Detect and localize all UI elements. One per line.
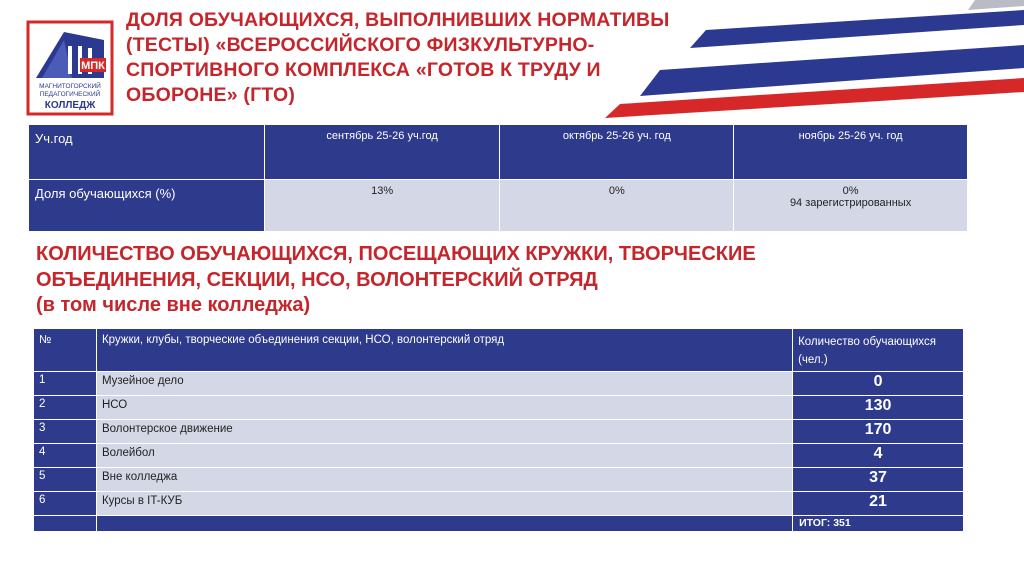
clubs-header-count: Количество обучающихся (чел.) [793,329,964,372]
gto-header-oct: октябрь 25-26 уч. год [500,125,734,180]
gto-table [28,124,968,232]
table-row [34,492,964,516]
gto-header-sep: сентябрь 25-26 уч.год [264,125,500,180]
logo-letters: МПК [81,60,105,72]
table-row [34,420,964,444]
table-row [34,468,964,492]
row-name: НСО [96,396,792,420]
clubs-table [33,328,964,532]
row-count: 170 [793,420,964,444]
stripe-blue-1 [690,10,1024,48]
gto-value-sep: 13% [264,180,500,232]
row-number: 6 [34,492,97,516]
logo-line2: ПЕДАГОГИЧЕСКИЙ [39,91,101,98]
clubs-table-header [34,329,964,372]
row-count: 21 [793,492,964,516]
section-title-line1: КОЛИЧЕСТВО ОБУЧАЮЩИХСЯ, ПОСЕЩАЮЩИХ КРУЖКИ, ТВОРЧЕСКИЕ [36,243,756,265]
logo-line3: КОЛЛЕДЖ [44,100,96,111]
row-count: 37 [793,468,964,492]
total-empty-2 [96,516,792,532]
total-row [34,516,964,532]
table-row [34,396,964,420]
section-title-line2: ОБЪЕДИНЕНИЯ, СЕКЦИИ, НСО, ВОЛОНТЕРСКИЙ ОТРЯД [36,268,598,291]
gto-row-label: Доля обучающихся (%) [29,180,265,232]
row-number: 5 [34,468,97,492]
page-title: ДОЛЯ ОБУЧАЮЩИХСЯ, ВЫПОЛНИВШИХ НОРМАТИВЫ (ТЕСТЫ) «ВСЕРОССИЙСКОГО ФИЗКУЛЬТУРНО-СПОРТИВНОГО КОМПЛЕКСА «ГОТОВ К ТРУДУ И ОБОРОНЕ» (ГТО) [126,9,670,106]
row-count: 0 [793,372,964,396]
stripe-gray-1 [968,0,1024,10]
row-count: 4 [793,444,964,468]
clubs-header-name: Кружки, клубы, творческие объединения секции, НСО, волонтерский отряд [96,329,792,372]
row-count: 130 [793,396,964,420]
row-number: 2 [34,396,97,420]
clubs-header-num: № [34,329,97,372]
row-name: Музейное дело [96,372,792,396]
logo-line1: МАГНИТОГОРСКИЙ [39,83,101,90]
college-logo [24,18,116,118]
row-number: 4 [34,444,97,468]
gto-registered-note: 94 зарегистрированных [789,197,912,209]
gto-table-row [29,180,968,232]
row-number: 1 [34,372,97,396]
row-name: Вне колледжа [96,468,792,492]
total-value: ИТОГ: 351 [793,516,964,532]
row-number: 3 [34,420,97,444]
gto-table-header [29,125,968,180]
row-name: Курсы в IT-КУБ [96,492,792,516]
row-name: Волонтерское движение [96,420,792,444]
row-name: Волейбол [96,444,792,468]
total-empty-1 [34,516,97,532]
table-row [34,372,964,396]
gto-value-nov: 0% 94 зарегистрированных [734,180,968,232]
section-title [36,242,936,319]
gto-header-year: Уч.год [29,125,265,180]
section-title-line3: (в том числе вне колледжа) [36,294,311,316]
gto-value-oct: 0% [500,180,734,232]
table-row [34,444,964,468]
gto-header-nov: ноябрь 25-26 уч. год [734,125,968,180]
